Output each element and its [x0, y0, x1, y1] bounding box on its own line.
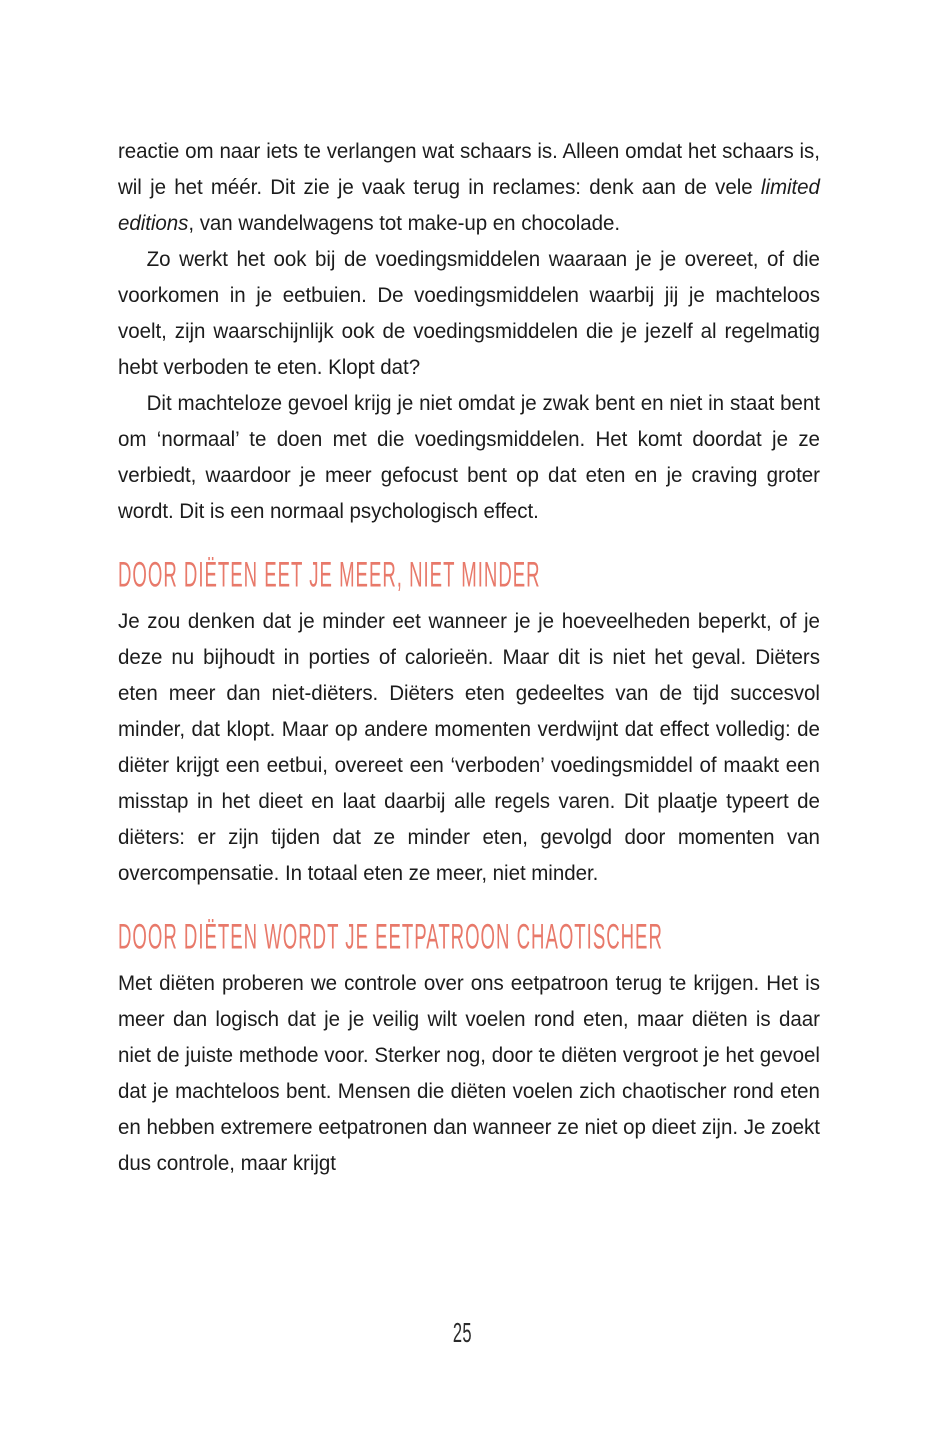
page-number	[0, 1318, 925, 1348]
text-column	[118, 133, 820, 1181]
italic-phrase-limited-editions: limited editions	[118, 175, 820, 235]
section-heading-1: DOOR DIËTEN EET JE MEER, NIET MINDER	[118, 555, 541, 595]
paragraph-2: Zo werkt het ook bij de voedingsmiddelen waaraan je je overeet, of die voorkomen in je eetbuien. De voedingsmiddelen waarbij jij je machteloos voelt, zijn waarschijnlijk ook de voedingsmiddelen die je jezelf al regelmatig hebt verboden te eten. Klopt dat?	[118, 247, 820, 379]
paragraph-1-part-b: , van wandelwagens tot make-up en chocolade.	[188, 211, 621, 235]
paragraph-1	[118, 133, 820, 241]
spacer-before-heading-2	[118, 891, 820, 921]
section-1-body: Je zou denken dat je minder eet wanneer je je hoeveelheden beperkt, of je deze nu bijhoudt in porties of calorieën. Maar dit is niet het geval. Diëters eten meer dan niet-diëters. Diëters eten gedeeltes van de tijd succesvol minder, dat klopt. Maar op andere momenten verdwijnt dat effect volledig: de diëter krijgt een eetbui, overeet een ‘verboden’ voedingsmiddel of maakt een misstap in het dieet en laat daarbij alle regels varen. Dit plaatje typeert de diëters: er zijn tijden dat ze minder eten, gevolgd door momenten van overcompensatie. In totaal eten ze meer, niet minder.	[118, 609, 820, 885]
paragraph-3: Dit machteloze gevoel krijg je niet omdat je zwak bent en niet in staat bent om ‘normaal’ te doen met die voedingsmiddelen. Het komt doordat je ze verbiedt, waardoor je meer gefocust bent op dat eten en je craving groter wordt. Dit is een normaal psychologisch effect.	[118, 391, 820, 523]
section-2-body: Met diëten proberen we controle over ons eetpatroon terug te krijgen. Het is meer dan logisch dat je je veilig wilt voelen rond eten, maar diëten is daar niet de juiste methode voor. Sterker nog, door te diëten vergroot je het gevoel dat je machteloos bent. Mensen die diëten voelen zich chaotischer rond eten en hebben extremere eetpatronen dan wanneer ze niet op dieet zijn. Je zoekt dus controle, maar krijgt	[118, 971, 820, 1175]
page-number-value: 25	[452, 1317, 473, 1349]
paragraph-1-part-a: reactie om naar iets te verlangen wat schaars is. Alleen omdat het schaars is, wil je het méér. Dit zie je vaak terug in reclames: denk aan de vele	[118, 139, 820, 199]
section-heading-2: DOOR DIËTEN WORDT JE EETPATROON CHAOTISCHER	[118, 917, 663, 957]
spacer-before-heading-1	[118, 529, 820, 559]
